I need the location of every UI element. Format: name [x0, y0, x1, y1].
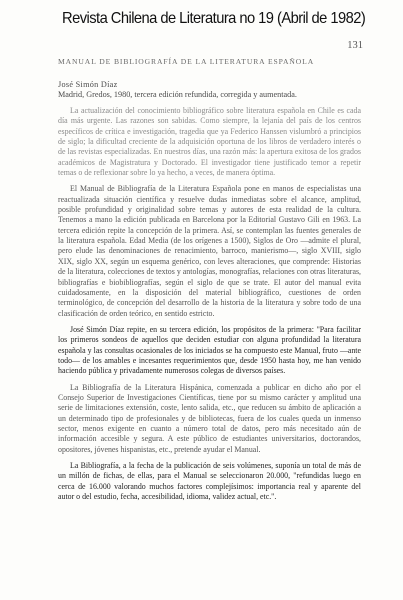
running-title: MANUAL DE BIBLIOGRAFÍA DE LA LITERATURA ESPAÑOLA: [58, 57, 315, 66]
paragraph-2: El Manual de Bibliografía de la Literatura Española pone en manos de especialistas una reactualizada situación científica y resuelve dudas inmediatas sobre el alcance, amplitud, posible profundidad y originalidad sobre temas y autores de esta realidad de la cultura. Tenemos a mano la edición publicada en Barcelona por la Editorial Gustavo Gili en 1963. La tercera edición repite la concepción de la primera. Así, se contemplan las fuentes generales de la literatura española. Edad Media (de los orígenes a 1500), Siglos de Oro —admite el plural, pero elude las denominaciones de renacimiento, barroco, manierismo—, siglo XVIII, siglo XIX, siglo XX, según un esquema genérico, con leves alteraciones, que comprende: Historias de la literatura, colecciones de textos y antologías, monografías, relaciones con otras literaturas, bibliografías e biobibliografías, según el siglo de que se trate. El autor del manual evita cuidadosamente, en la disposición del material bibliográfico, cuestiones de orden terminológico, de concepción del desarrollo de la historia de la literatura y sobre todo de una clasificación de orden teórico, en sentido estricto.: [58, 184, 361, 318]
review-body: [58, 106, 361, 508]
page-number: 131: [347, 40, 363, 51]
entry-author: José Simón Díaz: [58, 80, 118, 89]
paragraph-1: La actualización del conocimiento bibliográfico sobre literatura española en Chile es cada día más urgente. Las razones son sabidas. Como siempre, la lejanía del país de los centros específicos de crítica e investigación, tragedia que ya Federico Hanssen vislumbró a principios de siglo; la dificultad creciente de la adquisición oportuna de los libros de verdadero interés o de las revistas especializadas. En nuestros días, una razón más: la apertura exitosa de los grados académicos de Magistratura y Doctorado. El investigador tiene justificado temor a repetir temas o de reflexionar sobre lo ya hecho, a veces, de manera óptima.: [58, 106, 361, 178]
entry-imprint: Madrid, Gredos, 1980, tercera edición refundida, corregida y aumentada.: [58, 90, 297, 99]
paragraph-3: José Simón Díaz repite, en su tercera edición, los propósitos de la primera: "Para facilitar los primeros sondeos de aquellos que deciden estudiar con alguna profundidad la literatura española y las consultas ocasionales de los iniciados se ha compuesto este Manual, fruto —ante todo— de los amables e incesantes requerimientos que, desde 1950 hasta hoy, me han venido haciendo pública y privadamente numerosos colegas de diversos países.: [58, 324, 361, 376]
bibliographic-entry: [58, 80, 358, 100]
journal-citation-stamp: Revista Chilena de Literatura no 19 (Abril de 1982): [62, 10, 366, 27]
paragraph-5: La Bibliografía, a la fecha de la publicación de seis volúmenes, suponía un total de más de un millón de fichas, de ellas, para el Manual se seleccionaron 20.000, "refundidas luego en cerca de 16.000 valorando muchos factores complejísimos: importancia real y aparente del autor o del estudio, fecha, accesibilidad, idioma, validez actual, etc.".: [58, 461, 361, 502]
paragraph-4: La Bibliografía de la Literatura Hispánica, comenzada a publicar en dicho año por el Consejo Superior de Investigaciones Científicas, tiene por su mismo carácter y amplitud una serie de limitaciones extensión, coste, lento salida, etc., que reducen su ámbito de aplicación a un determinado tipo de profesionales y de bibliotecas, fuera de los cuales queda un inmenso sector, menos exigente en cuanto a número total de datos, pero más necesitado aún de información accesible y segura. A este público de estudiantes universitarios, doctorandos, opositores, jóvenes hispanistas, etc., pretende ayudar el Manual.: [58, 382, 361, 454]
